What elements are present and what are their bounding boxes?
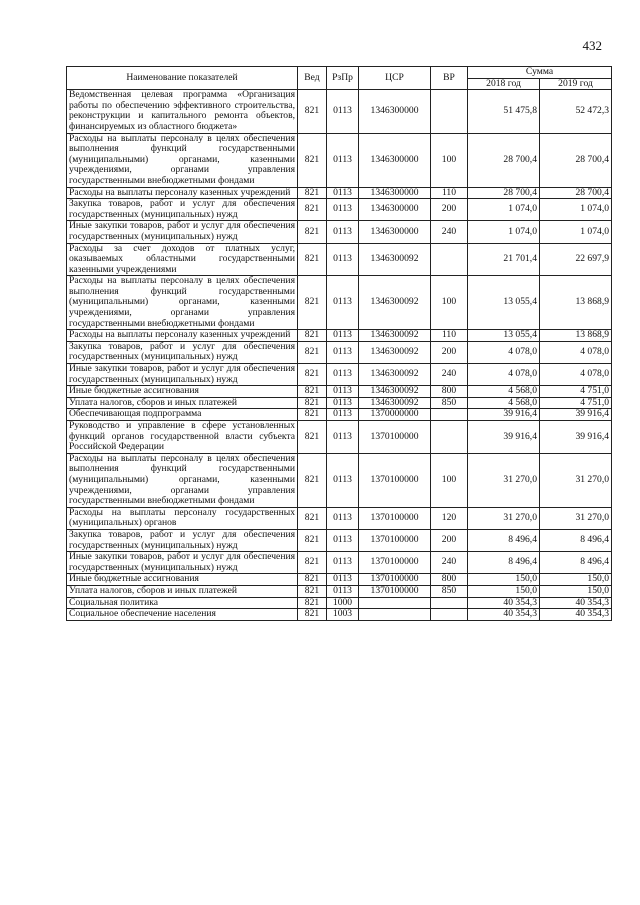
table-row [67, 276, 612, 330]
cell-rzpr: 0113 [327, 243, 359, 276]
header-2019: 2019 год [540, 78, 612, 90]
cell-rzpr: 0113 [327, 574, 359, 586]
cell-name: Обеспечивающая подпрограмма [67, 409, 298, 421]
cell-2019: 150,0 [540, 574, 612, 586]
cell-ved: 821 [298, 574, 327, 586]
table-row [67, 330, 612, 342]
cell-csr: 1346300000 [359, 199, 431, 221]
table-row [67, 529, 612, 551]
table-row [67, 221, 612, 243]
cell-2019: 13 868,9 [540, 330, 612, 342]
cell-ved: 821 [298, 597, 327, 609]
cell-vr: 240 [431, 364, 468, 386]
cell-2018: 39 916,4 [468, 421, 540, 454]
cell-2018: 40 354,3 [468, 609, 540, 621]
cell-name: Иные закупки товаров, работ и услуг для обеспечения государственных (муниципальных) нужд [67, 552, 298, 574]
cell-2019: 22 697,9 [540, 243, 612, 276]
table-row [67, 341, 612, 363]
cell-2018: 8 496,4 [468, 552, 540, 574]
cell-name: Ведомственная целевая программа «Организация работы по обеспечению эффективного строительства, реконструкции и капитального ремонта объектов, финансируемых из областного бюджета» [67, 90, 298, 133]
cell-2018: 39 916,4 [468, 409, 540, 421]
cell-csr: 1346300092 [359, 276, 431, 330]
cell-csr [359, 609, 431, 621]
header-sum: Сумма [468, 67, 612, 79]
cell-rzpr: 0113 [327, 133, 359, 187]
table-row [67, 243, 612, 276]
cell-csr: 1370100000 [359, 421, 431, 454]
cell-2018: 1 074,0 [468, 221, 540, 243]
cell-vr: 240 [431, 552, 468, 574]
cell-2018: 31 270,0 [468, 507, 540, 529]
cell-ved: 821 [298, 276, 327, 330]
cell-csr: 1370100000 [359, 585, 431, 597]
cell-vr [431, 409, 468, 421]
cell-ved: 821 [298, 364, 327, 386]
table-row [67, 609, 612, 621]
cell-rzpr: 0113 [327, 330, 359, 342]
cell-rzpr: 1000 [327, 597, 359, 609]
cell-vr: 100 [431, 453, 468, 507]
cell-2019: 40 354,3 [540, 609, 612, 621]
cell-rzpr: 0113 [327, 187, 359, 199]
cell-2018: 4 078,0 [468, 341, 540, 363]
cell-name: Уплата налогов, сборов и иных платежей [67, 397, 298, 409]
cell-csr: 1370100000 [359, 552, 431, 574]
cell-name: Расходы на выплаты персоналу государственных (муниципальных) органов [67, 507, 298, 529]
cell-vr: 110 [431, 187, 468, 199]
cell-csr: 1346300092 [359, 341, 431, 363]
header-ved: Вед [298, 67, 327, 90]
header-rzpr: РзПр [327, 67, 359, 90]
cell-rzpr: 0113 [327, 585, 359, 597]
cell-name: Расходы за счет доходов от платных услуг, оказываемых областными государственными казенными учреждениями [67, 243, 298, 276]
cell-name: Уплата налогов, сборов и иных платежей [67, 585, 298, 597]
table-row [67, 386, 612, 398]
cell-2018: 150,0 [468, 585, 540, 597]
cell-vr: 200 [431, 529, 468, 551]
cell-2019: 4 751,0 [540, 386, 612, 398]
cell-vr: 800 [431, 574, 468, 586]
cell-csr: 1346300092 [359, 386, 431, 398]
cell-name: Социальная политика [67, 597, 298, 609]
table-row [67, 364, 612, 386]
cell-vr: 110 [431, 330, 468, 342]
header-csr: ЦСР [359, 67, 431, 90]
cell-ved: 821 [298, 585, 327, 597]
cell-vr: 240 [431, 221, 468, 243]
cell-2019: 28 700,4 [540, 133, 612, 187]
cell-2019: 40 354,3 [540, 597, 612, 609]
cell-ved: 821 [298, 507, 327, 529]
cell-2018: 4 568,0 [468, 397, 540, 409]
cell-vr: 850 [431, 585, 468, 597]
table-row [67, 507, 612, 529]
cell-name: Иные бюджетные ассигнования [67, 574, 298, 586]
cell-2018: 4 078,0 [468, 364, 540, 386]
cell-2019: 4 078,0 [540, 364, 612, 386]
cell-csr: 1370100000 [359, 574, 431, 586]
page-number: 432 [582, 38, 602, 53]
table-row [67, 585, 612, 597]
table-row [67, 133, 612, 187]
cell-name: Расходы на выплаты персоналу казенных учреждений [67, 330, 298, 342]
cell-ved: 821 [298, 243, 327, 276]
table-row [67, 552, 612, 574]
cell-2019: 8 496,4 [540, 529, 612, 551]
cell-rzpr: 0113 [327, 276, 359, 330]
cell-csr: 1370100000 [359, 507, 431, 529]
cell-name: Расходы на выплаты персоналу казенных учреждений [67, 187, 298, 199]
cell-ved: 821 [298, 421, 327, 454]
cell-vr: 200 [431, 341, 468, 363]
cell-vr [431, 609, 468, 621]
table-row [67, 574, 612, 586]
cell-vr: 850 [431, 397, 468, 409]
cell-name: Иные закупки товаров, работ и услуг для обеспечения государственных (муниципальных) нужд [67, 364, 298, 386]
cell-name: Иные бюджетные ассигнования [67, 386, 298, 398]
cell-csr: 1346300000 [359, 90, 431, 133]
cell-vr: 120 [431, 507, 468, 529]
cell-vr: 100 [431, 133, 468, 187]
cell-rzpr: 0113 [327, 221, 359, 243]
cell-csr: 1370100000 [359, 453, 431, 507]
cell-2018: 13 055,4 [468, 276, 540, 330]
cell-ved: 821 [298, 199, 327, 221]
cell-2019: 31 270,0 [540, 453, 612, 507]
cell-2019: 4 751,0 [540, 397, 612, 409]
cell-2019: 28 700,4 [540, 187, 612, 199]
cell-csr: 1346300092 [359, 330, 431, 342]
cell-rzpr: 0113 [327, 90, 359, 133]
table-row [67, 409, 612, 421]
cell-name: Иные закупки товаров, работ и услуг для обеспечения государственных (муниципальных) нужд [67, 221, 298, 243]
cell-2018: 1 074,0 [468, 199, 540, 221]
cell-csr: 1370000000 [359, 409, 431, 421]
cell-ved: 821 [298, 90, 327, 133]
cell-2018: 40 354,3 [468, 597, 540, 609]
cell-csr [359, 597, 431, 609]
cell-ved: 821 [298, 609, 327, 621]
cell-name: Руководство и управление в сфере установленных функций органов государственной власти субъекта Российской Федерации [67, 421, 298, 454]
table-row [67, 597, 612, 609]
cell-rzpr: 0113 [327, 397, 359, 409]
cell-name: Расходы на выплаты персоналу в целях обеспечения выполнения функций государственными (муниципальными) органами, казенными учреждениями, органами управления государственными внебюджетными фондами [67, 133, 298, 187]
cell-name: Закупка товаров, работ и услуг для обеспечения государственных (муниципальных) нужд [67, 199, 298, 221]
cell-ved: 821 [298, 397, 327, 409]
cell-2018: 28 700,4 [468, 187, 540, 199]
cell-rzpr: 0113 [327, 552, 359, 574]
cell-2019: 39 916,4 [540, 421, 612, 454]
cell-csr: 1346300092 [359, 397, 431, 409]
cell-rzpr: 0113 [327, 421, 359, 454]
cell-rzpr: 0113 [327, 507, 359, 529]
cell-2019: 150,0 [540, 585, 612, 597]
cell-2019: 31 270,0 [540, 507, 612, 529]
cell-2018: 150,0 [468, 574, 540, 586]
cell-csr: 1346300092 [359, 364, 431, 386]
cell-name: Расходы на выплаты персоналу в целях обеспечения выполнения функций государственными (муниципальными) органами, казенными учреждениями, органами управления государственными внебюджетными фондами [67, 453, 298, 507]
cell-name: Социальное обеспечение населения [67, 609, 298, 621]
table-row [67, 199, 612, 221]
cell-2018: 31 270,0 [468, 453, 540, 507]
cell-name: Расходы на выплаты персоналу в целях обеспечения выполнения функций государственными (муниципальными) органами, казенными учреждениями, органами управления государственными внебюджетными фондами [67, 276, 298, 330]
cell-rzpr: 0113 [327, 409, 359, 421]
table-row [67, 421, 612, 454]
cell-ved: 821 [298, 187, 327, 199]
cell-vr [431, 421, 468, 454]
cell-2019: 13 868,9 [540, 276, 612, 330]
cell-2018: 28 700,4 [468, 133, 540, 187]
cell-ved: 821 [298, 330, 327, 342]
header-name: Наименование показателей [67, 67, 298, 90]
table-row [67, 187, 612, 199]
cell-rzpr: 0113 [327, 341, 359, 363]
cell-2018: 4 568,0 [468, 386, 540, 398]
cell-rzpr: 0113 [327, 453, 359, 507]
cell-2019: 1 074,0 [540, 199, 612, 221]
table-row [67, 90, 612, 133]
cell-ved: 821 [298, 552, 327, 574]
cell-ved: 821 [298, 133, 327, 187]
table-row [67, 453, 612, 507]
table-body [67, 90, 612, 621]
cell-2019: 39 916,4 [540, 409, 612, 421]
cell-rzpr: 0113 [327, 529, 359, 551]
cell-2019: 8 496,4 [540, 552, 612, 574]
header-2018: 2018 год [468, 78, 540, 90]
cell-rzpr: 1003 [327, 609, 359, 621]
cell-vr [431, 243, 468, 276]
cell-ved: 821 [298, 221, 327, 243]
cell-csr: 1346300000 [359, 133, 431, 187]
cell-2019: 52 472,3 [540, 90, 612, 133]
cell-vr [431, 90, 468, 133]
cell-ved: 821 [298, 453, 327, 507]
cell-name: Закупка товаров, работ и услуг для обеспечения государственных (муниципальных) нужд [67, 529, 298, 551]
cell-vr: 200 [431, 199, 468, 221]
cell-2018: 13 055,4 [468, 330, 540, 342]
cell-csr: 1346300000 [359, 187, 431, 199]
header-vr: ВР [431, 67, 468, 90]
cell-2018: 51 475,8 [468, 90, 540, 133]
cell-rzpr: 0113 [327, 386, 359, 398]
cell-name: Закупка товаров, работ и услуг для обеспечения государственных (муниципальных) нужд [67, 341, 298, 363]
cell-rzpr: 0113 [327, 364, 359, 386]
table-row [67, 397, 612, 409]
cell-vr: 100 [431, 276, 468, 330]
cell-ved: 821 [298, 386, 327, 398]
cell-ved: 821 [298, 409, 327, 421]
cell-csr: 1370100000 [359, 529, 431, 551]
cell-csr: 1346300092 [359, 243, 431, 276]
cell-2018: 21 701,4 [468, 243, 540, 276]
cell-vr: 800 [431, 386, 468, 398]
cell-vr [431, 597, 468, 609]
cell-2018: 8 496,4 [468, 529, 540, 551]
cell-2019: 4 078,0 [540, 341, 612, 363]
cell-ved: 821 [298, 529, 327, 551]
cell-csr: 1346300000 [359, 221, 431, 243]
cell-ved: 821 [298, 341, 327, 363]
cell-rzpr: 0113 [327, 199, 359, 221]
table-header [67, 67, 612, 90]
budget-table [66, 66, 612, 621]
cell-2019: 1 074,0 [540, 221, 612, 243]
